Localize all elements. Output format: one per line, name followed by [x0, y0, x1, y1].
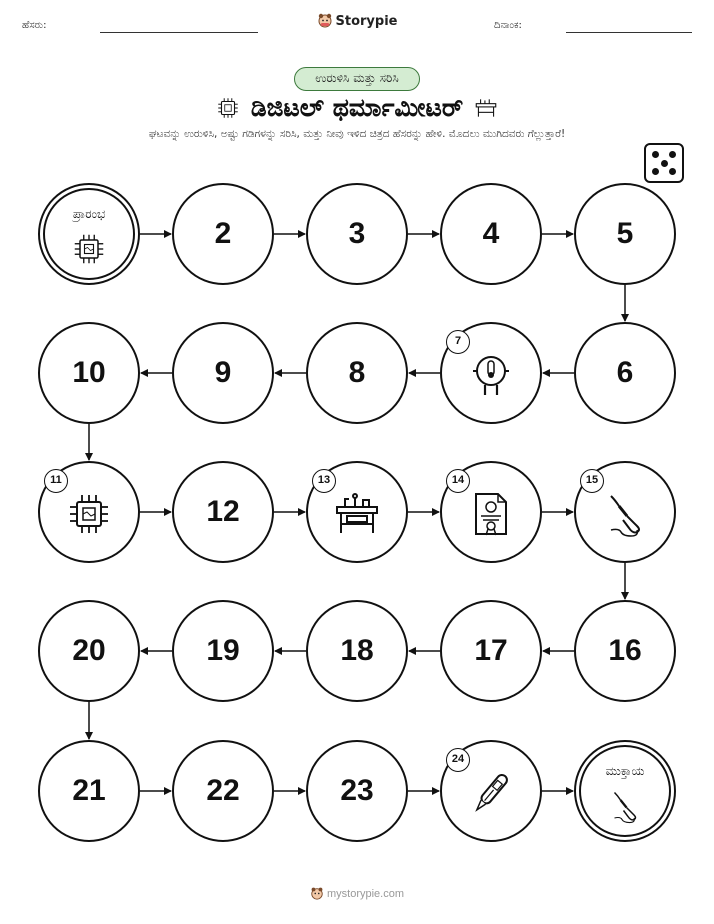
cell-number-badge: 11: [44, 469, 68, 493]
thermometer-icon: [467, 769, 515, 817]
board-cell-3: [306, 183, 408, 285]
cell-number-badge: 14: [446, 469, 470, 493]
board-cell-5: [574, 183, 676, 285]
cell-number: 17: [474, 634, 508, 667]
board-cell-11: [38, 461, 140, 563]
cell-number: 23: [340, 774, 374, 807]
footer-site: mystorypie.com: [326, 888, 405, 900]
board-cell-14: [440, 461, 542, 563]
board-cell-10: [38, 322, 140, 424]
board-cell-15: [574, 461, 676, 563]
cell-number: 5: [616, 217, 634, 250]
cell-number: 21: [72, 774, 106, 807]
board-cell-22: [172, 740, 274, 842]
board-cell-8: [306, 322, 408, 424]
sensor-icon: [467, 351, 515, 399]
board-cell-18: [306, 600, 408, 702]
board-cell-23: [306, 740, 408, 842]
microchip-icon: [71, 231, 107, 267]
brand-name: Storypie: [335, 14, 398, 29]
game-type-badge: ಉರುಳಿಸಿ ಮತ್ತು ಸರಿಸಿ: [294, 67, 420, 91]
name-label: ಹೆಸರು:: [22, 20, 47, 31]
board-cell-2: [172, 183, 274, 285]
cell-number: 19: [206, 634, 240, 667]
start-label: ಪ್ರಾರಂಭ: [72, 207, 106, 221]
date-label: ದಿನಾಂಕ:: [494, 20, 522, 31]
board-cell-20: [38, 600, 140, 702]
soldering-iron-icon: [607, 788, 643, 824]
cell-number: 8: [348, 356, 366, 389]
board-cell-21: [38, 740, 140, 842]
cell-number: 9: [214, 356, 232, 389]
board-cell-24: [440, 740, 542, 842]
cell-number: 16: [608, 634, 642, 667]
board-cell-17: [440, 600, 542, 702]
certificate-icon: [467, 490, 515, 538]
cell-number: 12: [206, 495, 240, 528]
cell-number-badge: 15: [580, 469, 604, 493]
cell-number-badge: 13: [312, 469, 336, 493]
cell-number: 20: [72, 634, 106, 667]
microchip-icon: [65, 490, 113, 538]
instructions: ಘಟವನ್ನು ಉರುಳಿಸಿ, ಅಷ್ಟು ಗಡಿಗಳನ್ನು ಸರಿಸಿ, ಮತ್ತು ನೀವು ಇಳಿದ ಚಿತ್ರದ ಹೆಸರನ್ನು ಹೇಳಿ. ಮೊದಲು ಮುಗಿದವರು ಗೆಲ್ಲುತ್ತಾರೆ!: [148, 128, 566, 140]
soldering-iron-icon: [601, 490, 649, 538]
board-cell-12: [172, 461, 274, 563]
board-cell-16: [574, 600, 676, 702]
footer: [0, 886, 714, 900]
finish-cell: [574, 740, 676, 842]
start-cell: [38, 183, 140, 285]
board-cell-4: [440, 183, 542, 285]
finish-label: ಮುಕ್ತಾಯ: [605, 764, 645, 778]
board-cell-9: [172, 322, 274, 424]
cell-number: 10: [72, 356, 106, 389]
cell-number-badge: 24: [446, 748, 470, 772]
cell-number: 22: [206, 774, 240, 807]
board-cell-7: [440, 322, 542, 424]
cell-number: 3: [348, 217, 366, 250]
board-cell-19: [172, 600, 274, 702]
cell-number: 18: [340, 634, 374, 667]
workbench-icon: [333, 490, 381, 538]
cell-number: 4: [482, 217, 500, 250]
title-text: ಡಿಜಿಟಲ್ ಥರ್ಮಾಮೀಟರ್: [250, 93, 464, 122]
board-cell-13: [306, 461, 408, 563]
board-cell-6: [574, 322, 676, 424]
cell-number: 6: [616, 356, 634, 389]
storypie-logo-icon: [310, 886, 324, 900]
cell-number-badge: 7: [446, 330, 470, 354]
cell-number: 2: [214, 217, 232, 250]
